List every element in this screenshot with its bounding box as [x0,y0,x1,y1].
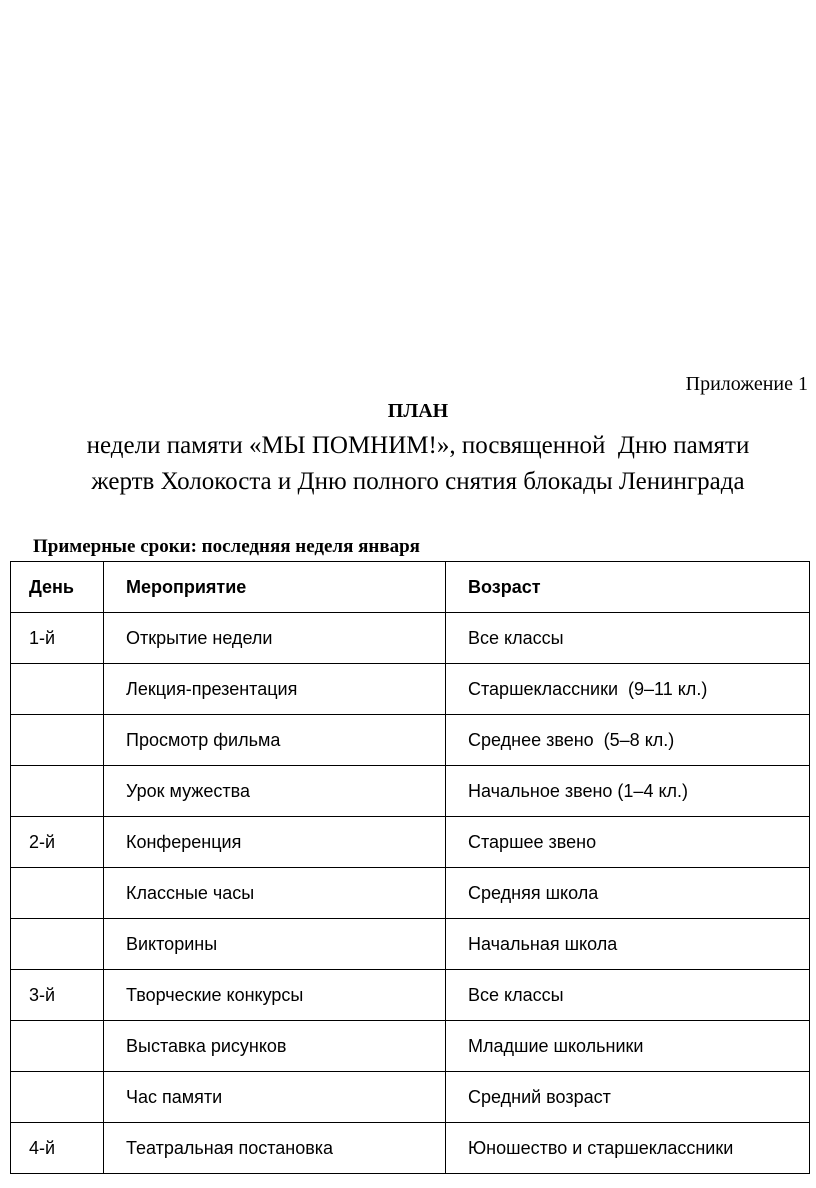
cell-event: Классные часы [104,868,446,919]
cell-age: Все классы [446,970,810,1021]
document-subtitle [0,428,816,500]
cell-event: Выставка рисунков [104,1021,446,1072]
plan-table [10,561,810,1174]
cell-age: Начальная школа [446,919,810,970]
document-title: ПЛАН [387,400,449,422]
cell-day [11,766,104,817]
table-row [11,817,810,868]
cell-day [11,868,104,919]
cell-event: Урок мужества [104,766,446,817]
timeframe-note: Примерные сроки: последняя неделя января [33,536,420,557]
appendix-label: Приложение 1 [685,373,808,395]
cell-age: Младшие школьники [446,1021,810,1072]
subtitle-line-2: жертв Холокоста и Дню полного снятия блокады Ленинграда [91,468,745,495]
table-row [11,715,810,766]
cell-age: Старшее звено [446,817,810,868]
cell-age: Средняя школа [446,868,810,919]
cell-day: 4-й [11,1123,104,1174]
cell-event: Творческие конкурсы [104,970,446,1021]
cell-age: Среднее звено (5–8 кл.) [446,715,810,766]
table-row [11,664,810,715]
cell-day [11,1021,104,1072]
cell-day: 1-й [11,613,104,664]
table-row [11,970,810,1021]
header-age: Возраст [446,562,810,613]
subtitle-line-1: недели памяти «МЫ ПОМНИМ!», посвященной Дню памяти [86,432,750,459]
table-header-row [11,562,810,613]
cell-event: Просмотр фильма [104,715,446,766]
cell-age: Начальное звено (1–4 кл.) [446,766,810,817]
cell-day [11,715,104,766]
cell-day [11,664,104,715]
cell-event: Час памяти [104,1072,446,1123]
header-day: День [11,562,104,613]
cell-age: Юношество и старшеклассники [446,1123,810,1174]
cell-day: 2-й [11,817,104,868]
cell-age: Средний возраст [446,1072,810,1123]
table-row [11,1123,810,1174]
cell-event: Лекция-презентация [104,664,446,715]
cell-event: Викторины [104,919,446,970]
table-row [11,868,810,919]
table-row [11,1021,810,1072]
cell-age: Все классы [446,613,810,664]
cell-event: Открытие недели [104,613,446,664]
cell-event: Театральная постановка [104,1123,446,1174]
cell-age: Старшеклассники (9–11 кл.) [446,664,810,715]
table-row [11,919,810,970]
cell-event: Конференция [104,817,446,868]
table-row [11,766,810,817]
cell-day [11,1072,104,1123]
header-event: Мероприятие [104,562,446,613]
cell-day [11,919,104,970]
table-row [11,613,810,664]
cell-day: 3-й [11,970,104,1021]
table-row [11,1072,810,1123]
